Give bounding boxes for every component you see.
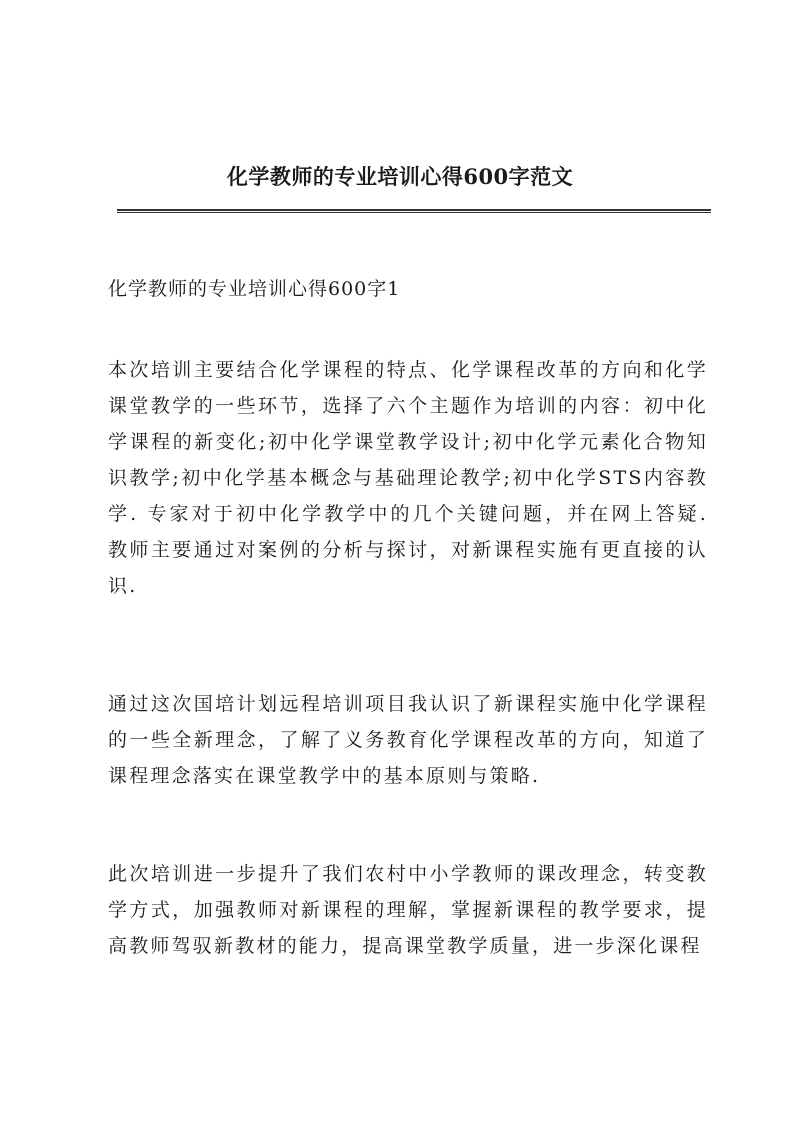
paragraph-2: 通过这次国培计划远程培训项目我认识了新课程实施中化学课程的一些全新理念，了解了义务教育化学课程改革的方向，知道了课程理念落实在课堂教学中的基本原则与策略. [108, 693, 708, 787]
document-title: 化学教师的专业培训心得600字范文 [226, 164, 574, 189]
paragraph-1: 本次培训主要结合化学课程的特点、化学课程改革的方向和化学课堂教学的一些环节，选择了六个主题作为培训的内容：初中化学课程的新变化;初中化学课堂教学设计;初中化学元素化合物知识教学;初中化学基本概念与基础理论教学;初中化学STS内容教学. 专家对于初中化学教学中的几个关键问题，并在网上答疑. 教师主要通过对案例的分析与探讨，对新课程实施有更直接的认识. [108, 359, 708, 597]
paragraph-3: 此次培训进一步提升了我们农村中小学教师的课改理念，转变教学方式，加强教师对新课程的理解，掌握新课程的教学要求，提高教师驾驭新教材的能力，提高课堂教学质量，进一步深化课程 [108, 863, 708, 957]
section-heading: 化学教师的专业培训心得600字1 [108, 278, 401, 300]
title-divider [117, 209, 711, 213]
